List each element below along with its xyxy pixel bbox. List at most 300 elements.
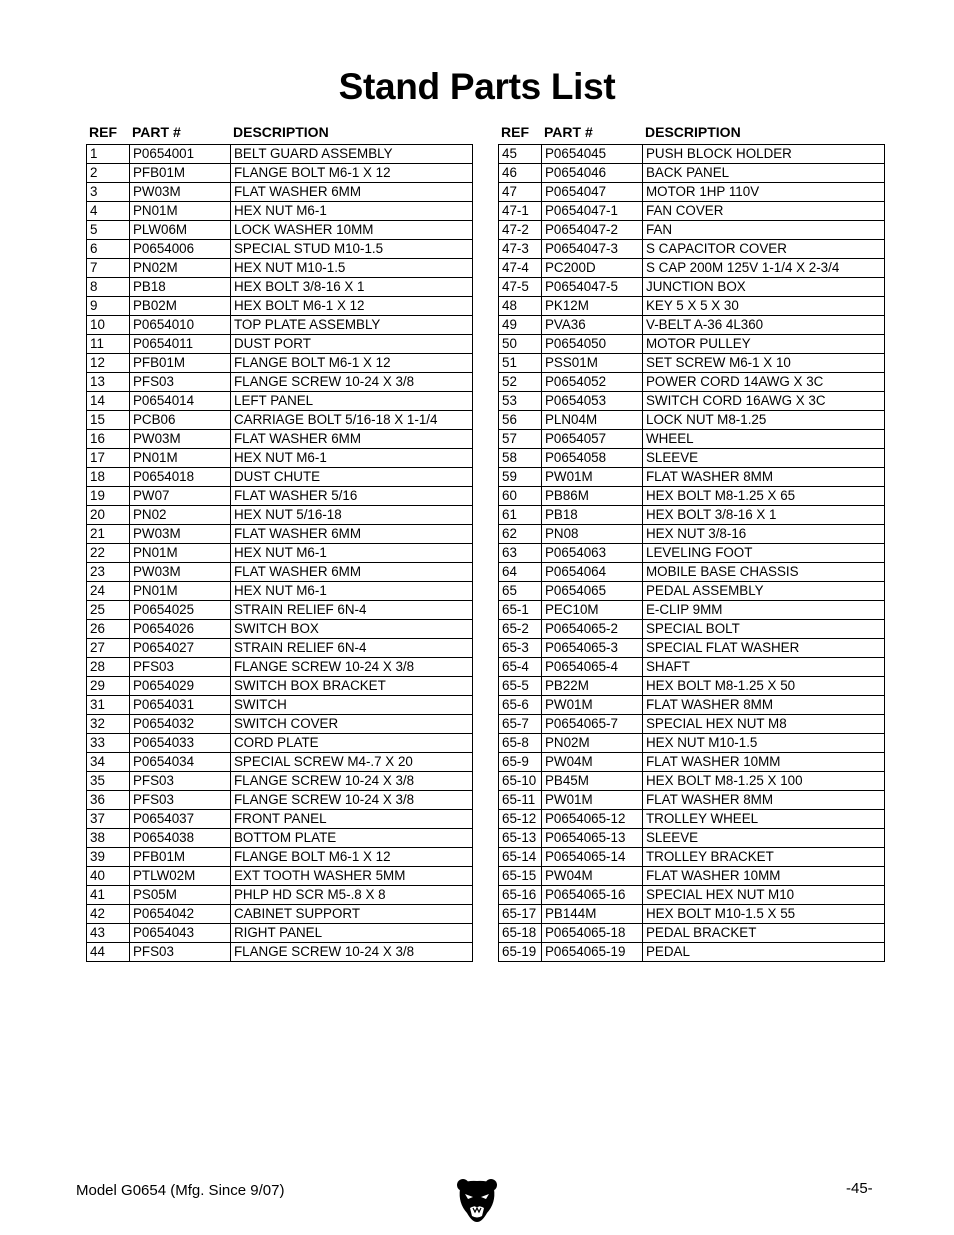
description-cell: SPECIAL FLAT WASHER (643, 639, 885, 658)
description-cell: SLEEVE (643, 829, 885, 848)
ref-cell: 25 (87, 601, 130, 620)
description-header: DESCRIPTION (233, 124, 329, 140)
part-number-cell: P0654065-19 (542, 943, 643, 962)
parts-table-body (499, 145, 885, 962)
description-cell: BELT GUARD ASSEMBLY (231, 145, 473, 164)
ref-cell: 65-18 (499, 924, 542, 943)
part-number-header: PART # (132, 124, 181, 140)
description-cell: SWITCH CORD 16AWG X 3C (643, 392, 885, 411)
table-row (499, 430, 885, 449)
ref-cell: 65-7 (499, 715, 542, 734)
ref-cell: 65-9 (499, 753, 542, 772)
part-number-cell: PW04M (542, 867, 643, 886)
part-number-cell: PW03M (130, 563, 231, 582)
part-number-cell: P0654034 (130, 753, 231, 772)
table-row (87, 563, 473, 582)
part-number-cell: PVA36 (542, 316, 643, 335)
part-number-cell: PFS03 (130, 772, 231, 791)
description-cell: PEDAL BRACKET (643, 924, 885, 943)
table-row (87, 924, 473, 943)
ref-cell: 56 (499, 411, 542, 430)
description-cell: CORD PLATE (231, 734, 473, 753)
ref-cell: 23 (87, 563, 130, 582)
part-number-cell: P0654010 (130, 316, 231, 335)
table-row (87, 506, 473, 525)
table-row (87, 943, 473, 962)
part-number-cell: P0654018 (130, 468, 231, 487)
ref-cell: 15 (87, 411, 130, 430)
description-cell: HEX BOLT M10-1.5 X 55 (643, 905, 885, 924)
table-row (499, 202, 885, 221)
table-row (87, 658, 473, 677)
part-number-cell: PTLW02M (130, 867, 231, 886)
part-number-cell: P0654065-18 (542, 924, 643, 943)
part-number-cell: PB45M (542, 772, 643, 791)
table-row (499, 753, 885, 772)
part-number-cell: PW03M (130, 525, 231, 544)
description-cell: SWITCH (231, 696, 473, 715)
description-cell: FLANGE BOLT M6-1 X 12 (231, 164, 473, 183)
table-row (87, 791, 473, 810)
part-number-cell: P0654001 (130, 145, 231, 164)
ref-cell: 11 (87, 335, 130, 354)
description-cell: FLAT WASHER 8MM (643, 791, 885, 810)
parts-table-left (86, 120, 472, 962)
table-row (87, 810, 473, 829)
table-row (87, 335, 473, 354)
part-number-cell: PFS03 (130, 373, 231, 392)
description-cell: FRONT PANEL (231, 810, 473, 829)
part-number-cell: PW03M (130, 183, 231, 202)
part-number-cell: PW01M (542, 696, 643, 715)
part-number-cell: PB02M (130, 297, 231, 316)
ref-cell: 48 (499, 297, 542, 316)
part-number-cell: PB18 (130, 278, 231, 297)
ref-cell: 33 (87, 734, 130, 753)
table-row (499, 183, 885, 202)
table-row (87, 392, 473, 411)
part-number-cell: P0654065-16 (542, 886, 643, 905)
description-cell: SLEEVE (643, 449, 885, 468)
ref-cell: 14 (87, 392, 130, 411)
description-cell: WHEEL (643, 430, 885, 449)
description-cell: FLANGE SCREW 10-24 X 3/8 (231, 943, 473, 962)
ref-cell: 65-14 (499, 848, 542, 867)
table-row (87, 316, 473, 335)
description-cell: HEX NUT M6-1 (231, 449, 473, 468)
table-row (87, 601, 473, 620)
ref-cell: 38 (87, 829, 130, 848)
description-cell: HEX NUT M10-1.5 (231, 259, 473, 278)
ref-cell: 36 (87, 791, 130, 810)
part-number-cell: P0654065-2 (542, 620, 643, 639)
table-row (87, 411, 473, 430)
description-cell: SWITCH COVER (231, 715, 473, 734)
table-row (499, 943, 885, 962)
table-row (499, 639, 885, 658)
ref-cell: 26 (87, 620, 130, 639)
description-cell: FLANGE BOLT M6-1 X 12 (231, 354, 473, 373)
ref-cell: 65-15 (499, 867, 542, 886)
description-cell: MOBILE BASE CHASSIS (643, 563, 885, 582)
description-cell: FAN COVER (643, 202, 885, 221)
ref-cell: 10 (87, 316, 130, 335)
page-number: -45- (846, 1180, 873, 1197)
table-row (87, 753, 473, 772)
table-row (499, 487, 885, 506)
part-number-cell: P0654047-2 (542, 221, 643, 240)
part-number-cell: P0654043 (130, 924, 231, 943)
ref-cell: 65 (499, 582, 542, 601)
description-cell: SET SCREW M6-1 X 10 (643, 354, 885, 373)
ref-cell: 20 (87, 506, 130, 525)
part-number-cell: P0654046 (542, 164, 643, 183)
table-row (87, 145, 473, 164)
description-cell: FLAT WASHER 8MM (643, 468, 885, 487)
ref-cell: 47-3 (499, 240, 542, 259)
table-row (87, 373, 473, 392)
table-row (499, 867, 885, 886)
table-row (499, 164, 885, 183)
table-row (499, 449, 885, 468)
ref-cell: 64 (499, 563, 542, 582)
table-row (87, 867, 473, 886)
ref-cell: 9 (87, 297, 130, 316)
part-number-cell: P0654014 (130, 392, 231, 411)
part-number-cell: PN01M (130, 202, 231, 221)
table-row (87, 734, 473, 753)
ref-cell: 63 (499, 544, 542, 563)
part-number-cell: P0654047-3 (542, 240, 643, 259)
ref-cell: 65-12 (499, 810, 542, 829)
table-row (499, 221, 885, 240)
ref-cell: 34 (87, 753, 130, 772)
part-number-cell: P0654038 (130, 829, 231, 848)
table-row (87, 525, 473, 544)
page-title: Stand Parts List (338, 66, 616, 107)
table-row (499, 620, 885, 639)
table-row (87, 829, 473, 848)
table-row (499, 677, 885, 696)
ref-cell: 47 (499, 183, 542, 202)
description-cell: BOTTOM PLATE (231, 829, 473, 848)
part-number-cell: PLW06M (130, 221, 231, 240)
table-row (87, 297, 473, 316)
description-cell: PEDAL (643, 943, 885, 962)
part-number-cell: PN02M (130, 259, 231, 278)
ref-cell: 29 (87, 677, 130, 696)
part-number-cell: P0654047 (542, 183, 643, 202)
description-cell: SPECIAL BOLT (643, 620, 885, 639)
description-cell: PUSH BLOCK HOLDER (643, 145, 885, 164)
description-cell: STRAIN RELIEF 6N-4 (231, 639, 473, 658)
part-number-cell: P0654025 (130, 601, 231, 620)
description-cell: HEX NUT 5/16-18 (231, 506, 473, 525)
part-number-cell: PLN04M (542, 411, 643, 430)
part-number-cell: PFB01M (130, 848, 231, 867)
part-number-cell: P0654057 (542, 430, 643, 449)
table-row (499, 886, 885, 905)
table-row (499, 563, 885, 582)
description-cell: TROLLEY BRACKET (643, 848, 885, 867)
ref-cell: 65-1 (499, 601, 542, 620)
part-number-cell: PSS01M (542, 354, 643, 373)
part-number-cell: PFS03 (130, 658, 231, 677)
description-cell: TROLLEY WHEEL (643, 810, 885, 829)
table-row (499, 411, 885, 430)
description-cell: HEX NUT 3/8-16 (643, 525, 885, 544)
table-row (87, 183, 473, 202)
part-number-cell: P0654053 (542, 392, 643, 411)
description-cell: HEX BOLT M6-1 X 12 (231, 297, 473, 316)
ref-cell: 51 (499, 354, 542, 373)
ref-cell: 2 (87, 164, 130, 183)
table-row (87, 620, 473, 639)
description-cell: FLANGE SCREW 10-24 X 3/8 (231, 373, 473, 392)
table-row (87, 487, 473, 506)
parts-table-body (87, 145, 473, 962)
part-number-cell: P0654047-5 (542, 278, 643, 297)
part-number-cell: PW01M (542, 791, 643, 810)
part-number-cell: P0654032 (130, 715, 231, 734)
table-row (499, 658, 885, 677)
description-cell: HEX BOLT M8-1.25 X 100 (643, 772, 885, 791)
description-cell: PEDAL ASSEMBLY (643, 582, 885, 601)
table-row (499, 810, 885, 829)
ref-cell: 65-4 (499, 658, 542, 677)
ref-cell: 39 (87, 848, 130, 867)
table-header (498, 120, 884, 144)
description-cell: V-BELT A-36 4L360 (643, 316, 885, 335)
ref-cell: 46 (499, 164, 542, 183)
description-cell: KEY 5 X 5 X 30 (643, 297, 885, 316)
table-row (87, 240, 473, 259)
ref-cell: 65-5 (499, 677, 542, 696)
part-number-cell: PB144M (542, 905, 643, 924)
part-number-cell: PB22M (542, 677, 643, 696)
part-number-cell: P0654026 (130, 620, 231, 639)
ref-cell: 17 (87, 449, 130, 468)
parts-table-right (498, 120, 884, 962)
part-number-cell: PN01M (130, 449, 231, 468)
ref-cell: 42 (87, 905, 130, 924)
description-cell: HEX BOLT 3/8-16 X 1 (643, 506, 885, 525)
part-number-cell: P0654065-3 (542, 639, 643, 658)
description-cell: LOCK WASHER 10MM (231, 221, 473, 240)
ref-cell: 4 (87, 202, 130, 221)
ref-cell: 21 (87, 525, 130, 544)
table-row (87, 582, 473, 601)
description-cell: HEX NUT M6-1 (231, 582, 473, 601)
part-number-cell: PW04M (542, 753, 643, 772)
description-cell: HEX NUT M6-1 (231, 202, 473, 221)
table-row (499, 354, 885, 373)
description-cell: SPECIAL STUD M10-1.5 (231, 240, 473, 259)
ref-cell: 19 (87, 487, 130, 506)
table-row (87, 430, 473, 449)
ref-cell: 59 (499, 468, 542, 487)
part-number-cell: PFS03 (130, 943, 231, 962)
ref-cell: 1 (87, 145, 130, 164)
description-cell: BACK PANEL (643, 164, 885, 183)
description-cell: LEVELING FOOT (643, 544, 885, 563)
description-cell: SPECIAL HEX NUT M10 (643, 886, 885, 905)
part-number-cell: P0654006 (130, 240, 231, 259)
description-cell: S CAPACITOR COVER (643, 240, 885, 259)
table-row (87, 221, 473, 240)
part-number-cell: PW01M (542, 468, 643, 487)
table-row (87, 278, 473, 297)
table-row (499, 848, 885, 867)
part-number-header: PART # (544, 124, 593, 140)
description-cell: FLANGE SCREW 10-24 X 3/8 (231, 658, 473, 677)
ref-cell: 32 (87, 715, 130, 734)
description-cell: HEX NUT M10-1.5 (643, 734, 885, 753)
ref-cell: 65-16 (499, 886, 542, 905)
table-row (499, 696, 885, 715)
table-row (87, 772, 473, 791)
part-number-cell: P0654065-13 (542, 829, 643, 848)
description-cell: JUNCTION BOX (643, 278, 885, 297)
description-cell: MOTOR PULLEY (643, 335, 885, 354)
table-row (499, 544, 885, 563)
description-cell: FLAT WASHER 6MM (231, 430, 473, 449)
ref-cell: 65-2 (499, 620, 542, 639)
ref-cell: 35 (87, 772, 130, 791)
table-row (499, 506, 885, 525)
ref-cell: 65-10 (499, 772, 542, 791)
description-cell: FLAT WASHER 10MM (643, 867, 885, 886)
table-row (499, 145, 885, 164)
part-number-cell: P0654065-4 (542, 658, 643, 677)
table-row (499, 601, 885, 620)
part-number-cell: P0654045 (542, 145, 643, 164)
description-cell: S CAP 200M 125V 1-1/4 X 2-3/4 (643, 259, 885, 278)
ref-cell: 44 (87, 943, 130, 962)
description-cell: SPECIAL HEX NUT M8 (643, 715, 885, 734)
ref-header: REF (501, 124, 529, 140)
table-row (499, 772, 885, 791)
ref-cell: 52 (499, 373, 542, 392)
ref-cell: 43 (87, 924, 130, 943)
table-row (87, 905, 473, 924)
description-cell: FLAT WASHER 5/16 (231, 487, 473, 506)
part-number-cell: P0654029 (130, 677, 231, 696)
ref-cell: 12 (87, 354, 130, 373)
ref-cell: 6 (87, 240, 130, 259)
description-cell: SWITCH BOX BRACKET (231, 677, 473, 696)
ref-cell: 47-5 (499, 278, 542, 297)
footer-model: Model G0654 (Mfg. Since 9/07) (76, 1182, 285, 1199)
part-number-cell: PW03M (130, 430, 231, 449)
part-number-cell: PC200D (542, 259, 643, 278)
part-number-cell: P0654065-7 (542, 715, 643, 734)
part-number-cell: PFS03 (130, 791, 231, 810)
description-cell: SHAFT (643, 658, 885, 677)
part-number-cell: P0654027 (130, 639, 231, 658)
table-row (87, 259, 473, 278)
part-number-cell: PW07 (130, 487, 231, 506)
part-number-cell: PFB01M (130, 354, 231, 373)
description-cell: STRAIN RELIEF 6N-4 (231, 601, 473, 620)
ref-cell: 37 (87, 810, 130, 829)
description-cell: SWITCH BOX (231, 620, 473, 639)
ref-cell: 61 (499, 506, 542, 525)
table-row (499, 791, 885, 810)
description-cell: EXT TOOTH WASHER 5MM (231, 867, 473, 886)
ref-cell: 65-17 (499, 905, 542, 924)
part-number-cell: PB86M (542, 487, 643, 506)
ref-cell: 28 (87, 658, 130, 677)
table-row (499, 278, 885, 297)
part-number-cell: PN01M (130, 582, 231, 601)
ref-cell: 7 (87, 259, 130, 278)
description-cell: HEX BOLT 3/8-16 X 1 (231, 278, 473, 297)
description-cell: FLAT WASHER 8MM (643, 696, 885, 715)
ref-cell: 53 (499, 392, 542, 411)
table-row (499, 734, 885, 753)
description-cell: RIGHT PANEL (231, 924, 473, 943)
table-row (87, 677, 473, 696)
table-row (87, 164, 473, 183)
ref-cell: 62 (499, 525, 542, 544)
table-row (499, 316, 885, 335)
part-number-cell: P0654065 (542, 582, 643, 601)
ref-cell: 65-6 (499, 696, 542, 715)
table-row (87, 544, 473, 563)
bear-head-logo-icon (456, 1177, 498, 1223)
ref-cell: 41 (87, 886, 130, 905)
description-cell: POWER CORD 14AWG X 3C (643, 373, 885, 392)
ref-cell: 58 (499, 449, 542, 468)
description-cell: FAN (643, 221, 885, 240)
part-number-cell: P0654065-12 (542, 810, 643, 829)
table-row (499, 297, 885, 316)
ref-cell: 45 (499, 145, 542, 164)
part-number-cell: P0654065-14 (542, 848, 643, 867)
description-cell: SPECIAL SCREW M4-.7 X 20 (231, 753, 473, 772)
table-row (87, 696, 473, 715)
table-row (499, 829, 885, 848)
ref-cell: 27 (87, 639, 130, 658)
ref-cell: 47-1 (499, 202, 542, 221)
table-row (87, 354, 473, 373)
description-cell: LEFT PANEL (231, 392, 473, 411)
description-cell: DUST PORT (231, 335, 473, 354)
table-header (86, 120, 472, 144)
ref-cell: 3 (87, 183, 130, 202)
ref-cell: 65-8 (499, 734, 542, 753)
description-cell: HEX BOLT M8-1.25 X 50 (643, 677, 885, 696)
part-number-cell: P0654064 (542, 563, 643, 582)
description-cell: MOTOR 1HP 110V (643, 183, 885, 202)
ref-cell: 8 (87, 278, 130, 297)
ref-cell: 16 (87, 430, 130, 449)
description-cell: DUST CHUTE (231, 468, 473, 487)
table-row (87, 468, 473, 487)
table-row (499, 392, 885, 411)
description-cell: HEX NUT M6-1 (231, 544, 473, 563)
table-row (499, 373, 885, 392)
description-cell: PHLP HD SCR M5-.8 X 8 (231, 886, 473, 905)
table-row (87, 449, 473, 468)
part-number-cell: PN02M (542, 734, 643, 753)
description-cell: FLAT WASHER 6MM (231, 525, 473, 544)
part-number-cell: PEC10M (542, 601, 643, 620)
table-row (499, 582, 885, 601)
ref-cell: 65-11 (499, 791, 542, 810)
ref-cell: 60 (499, 487, 542, 506)
